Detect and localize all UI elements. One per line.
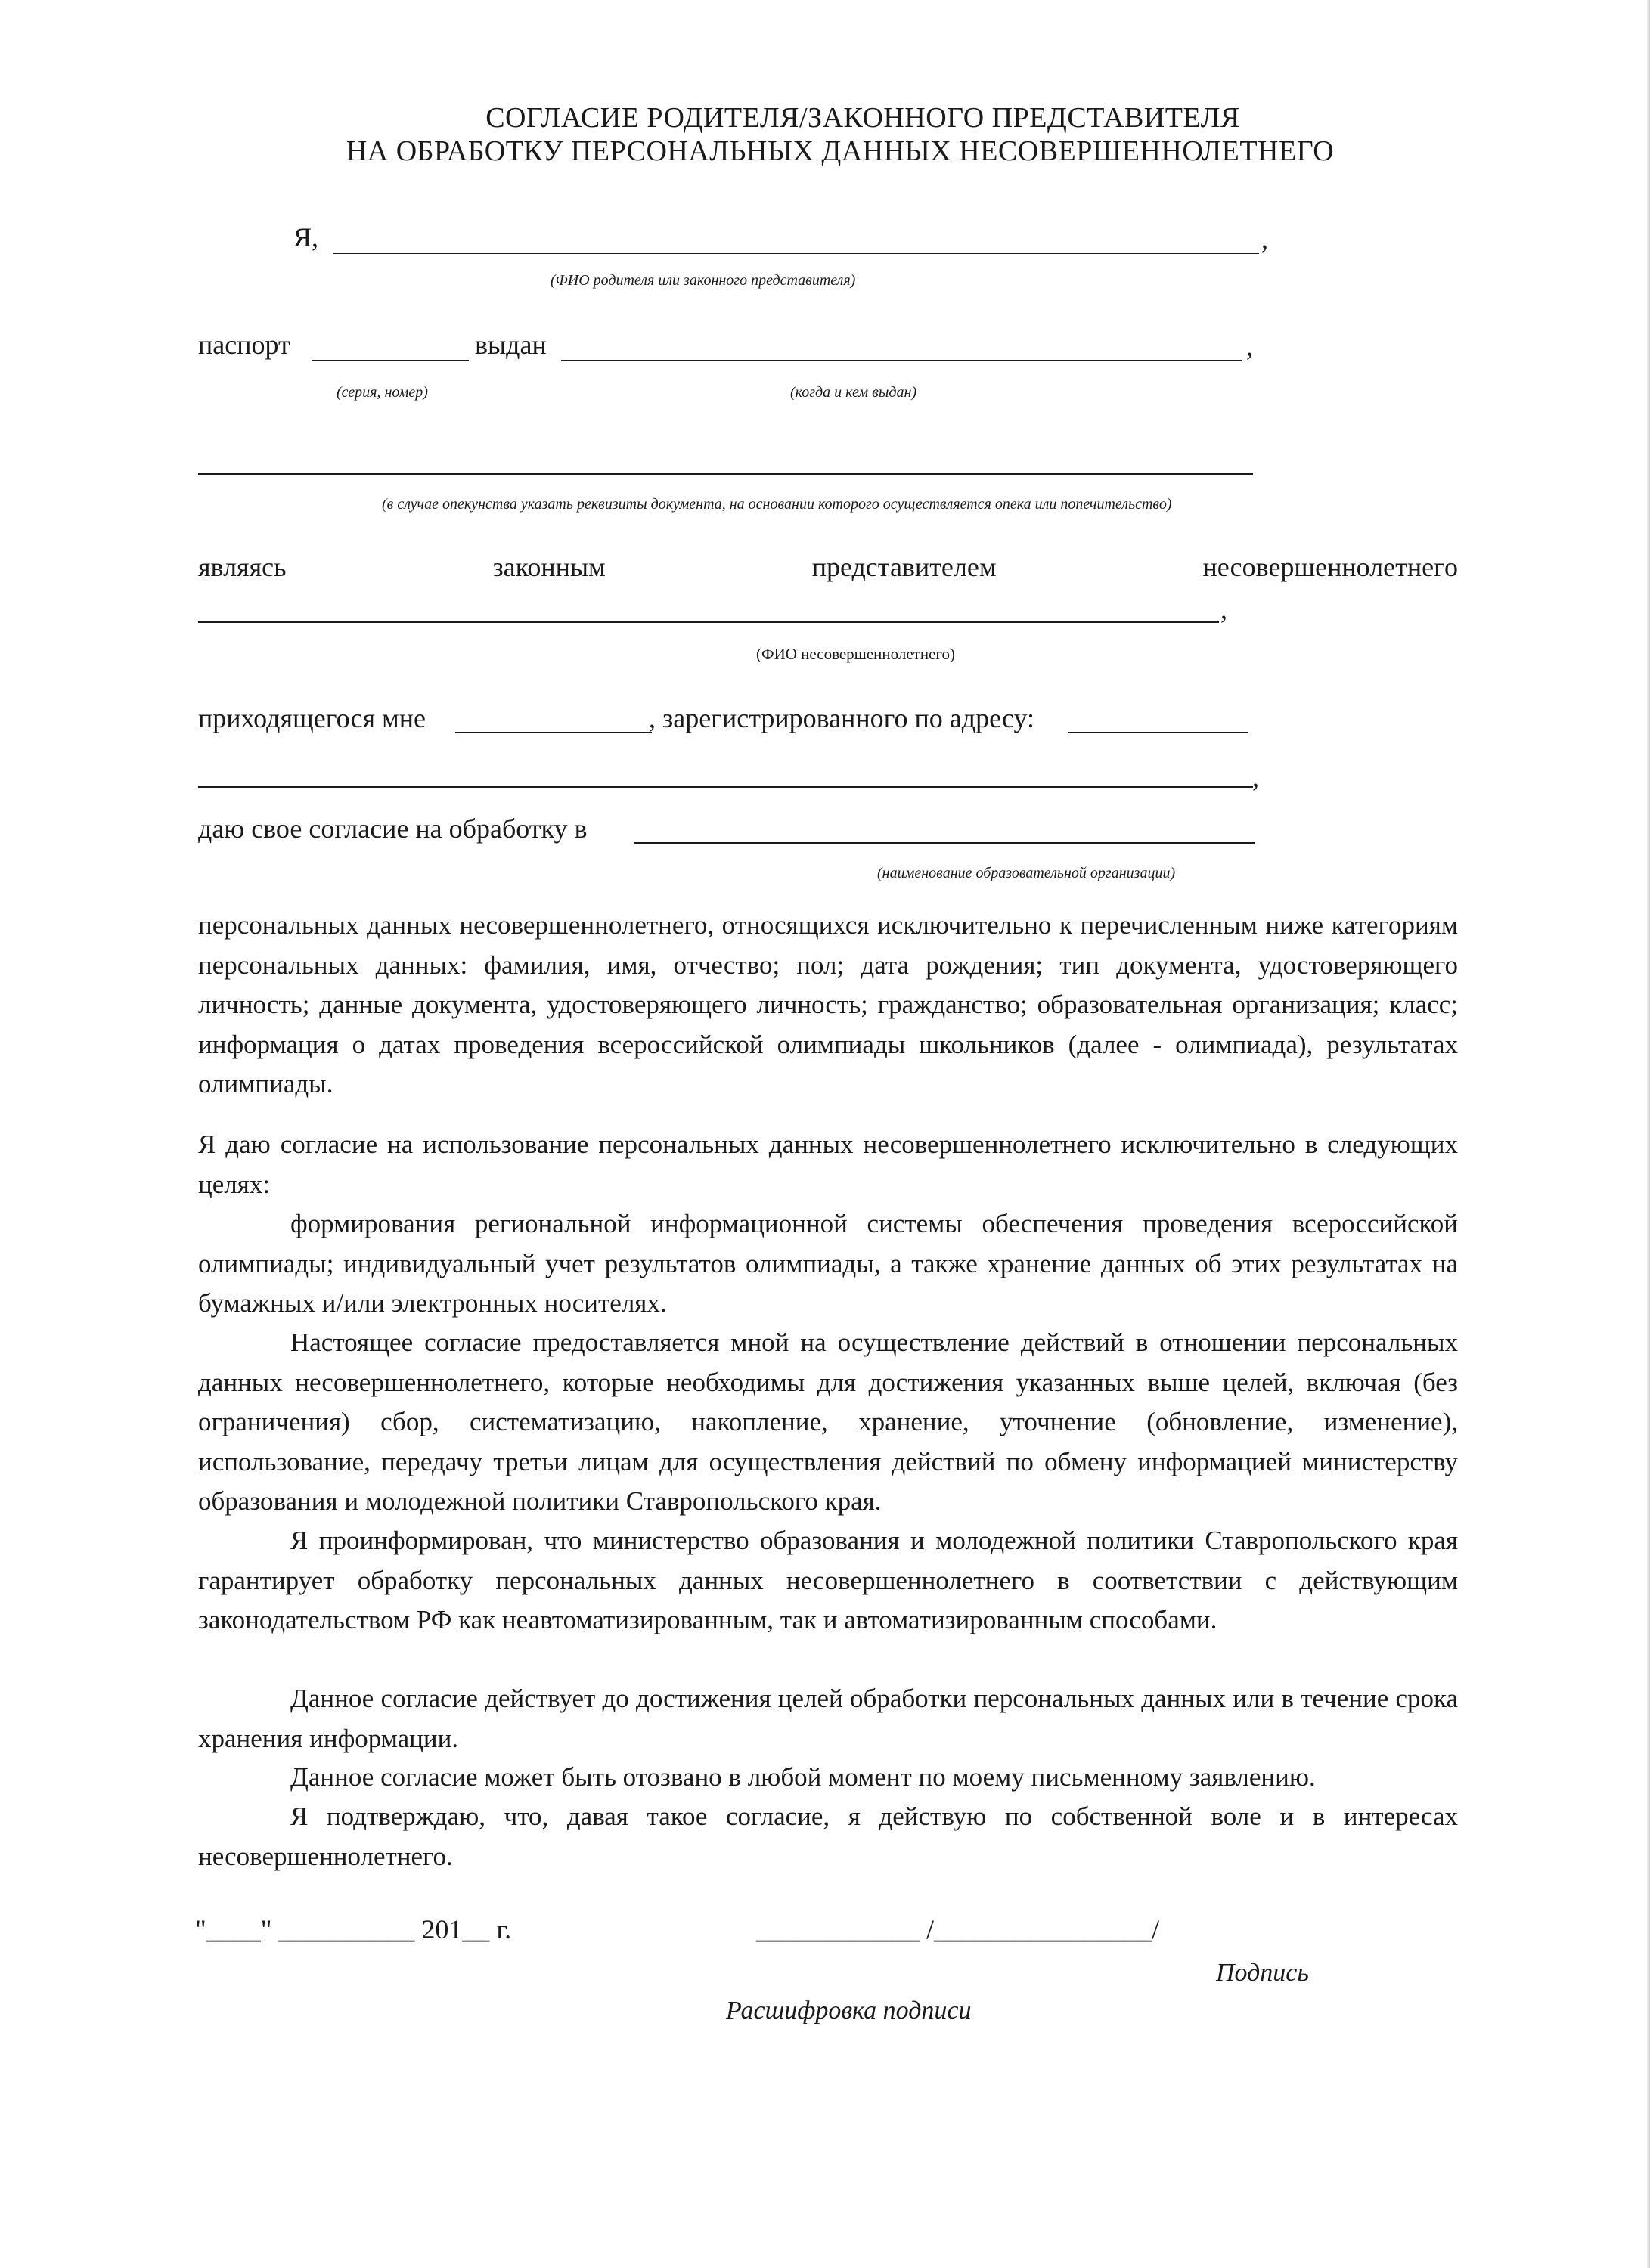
signature-date[interactable]: "____" __________ 201__ г. [195, 1914, 512, 1944]
address-field-2[interactable] [198, 786, 1253, 788]
consent-label: даю свое согласие на обработку в [198, 813, 588, 844]
guardianship-caption: (в случае опекунства указать реквизиты документа, на основании которого осуществляется опека или попечительство) [382, 496, 1172, 513]
organization-field[interactable] [634, 842, 1255, 844]
paragraph-confirmation: Я подтверждаю, что, давая такое согласие, я действую по собственной воле и в интересах несовершеннолетнего. [198, 1802, 1458, 1871]
passport-number-field[interactable] [312, 360, 469, 361]
passport-series-caption: (серия, номер) [337, 384, 428, 401]
registered-label: , зарегистрированного по адресу: [649, 703, 1034, 733]
paragraph-validity: Данное согласие действует до достижения целей обработки персональных данных или в течение срока хранения информации. [198, 1684, 1458, 1753]
passport-label: паспорт [198, 330, 290, 360]
organization-caption: (наименование образовательной организации) [877, 865, 1176, 881]
address-field-1[interactable] [1068, 732, 1248, 733]
comma-1: , [1261, 224, 1268, 254]
document-title-line2: НА ОБРАБОТКУ ПЕРСОНАЛЬНЫХ ДАННЫХ НЕСОВЕРШЕННОЛЕТНЕГО [346, 135, 1335, 167]
paragraph-informed: Я проинформирован, что министерство образования и молодежной политики Ставропольского края гарантирует обработку персональных данных несовершеннолетнего в соответствии с действующим законодательством РФ как неавтоматизированным, так и автоматизированным способами. [198, 1526, 1458, 1634]
scan-edge-shadow [1647, 0, 1650, 2268]
relation-field[interactable] [455, 732, 652, 733]
passport-issued-field[interactable] [561, 360, 1242, 361]
paragraph-purposes-list: формирования региональной информационной системы обеспечения проведения всероссийской олимпиады; индивидуальный учет результатов олимпиады, а также хранение данных об этих результатах на бумажных и/или электронных носителях. [198, 1209, 1458, 1318]
signature-line[interactable]: ____________ /________________/ [756, 1914, 1160, 1944]
representative-word-2: законным [492, 552, 606, 582]
parent-name-caption: (ФИО родителя или законного представителя) [551, 272, 856, 289]
paragraph-actions: Настоящее согласие предоставляется мной на осуществление действий в отношении персональных данных несовершеннолетнего, которые необходимы для достижения указанных выше целей, включая (без ограничения) сбор, систематизацию, накопление, хранение, уточнение (обновление, изменение), использование, передачу третьи лицам для осуществления действий по обмену информацией министерству образования и молодежной политики Ставропольского края. [198, 1328, 1458, 1516]
signature-caption: Подпись [1216, 1959, 1309, 1987]
parent-name-field[interactable] [333, 253, 1259, 254]
comma-3: , [1220, 594, 1227, 624]
paragraph-consent-purpose: Я даю согласие на использование персональных данных несовершеннолетнего исключительно в следующих целях: [198, 1129, 1458, 1199]
representative-word-4: несовершеннолетнего [1202, 552, 1458, 582]
guardianship-document-field[interactable] [198, 473, 1253, 475]
comma-2: , [1246, 331, 1253, 361]
relation-label: приходящегося мне [198, 703, 426, 733]
signature-decode-caption: Расшифровка подписи [726, 1997, 972, 2025]
issued-label: выдан [475, 330, 547, 360]
passport-issued-caption: (когда и кем выдан) [790, 384, 917, 401]
ya-label: Я, [293, 222, 319, 253]
paragraph-revocation: Данное согласие может быть отозвано в любой момент по моему письменному заявлению. [290, 1762, 1316, 1792]
representative-word-3: представителем [811, 552, 997, 582]
minor-name-field[interactable] [198, 621, 1219, 623]
paragraph-data-categories: персональных данных несовершеннолетнего, относящихся исключительно к перечисленным ниже категориям персональных данных: фамилия, имя, отчество; пол; дата рождения; тип документа, удостоверяющего личность; данные документа, удостоверяющего личность; гражданство; образовательная организация; класс; информация о датах проведения всероссийской олимпиады школьников (далее - олимпиада), результатах олимпиады. [198, 910, 1458, 1098]
representative-row [198, 550, 1458, 584]
representative-word-1: являясь [198, 552, 287, 582]
comma-4: , [1252, 762, 1259, 792]
minor-name-caption: (ФИО несовершеннолетнего) [756, 645, 955, 663]
document-title-line1: СОГЛАСИЕ РОДИТЕЛЯ/ЗАКОННОГО ПРЕДСТАВИТЕЛЯ [485, 102, 1240, 134]
